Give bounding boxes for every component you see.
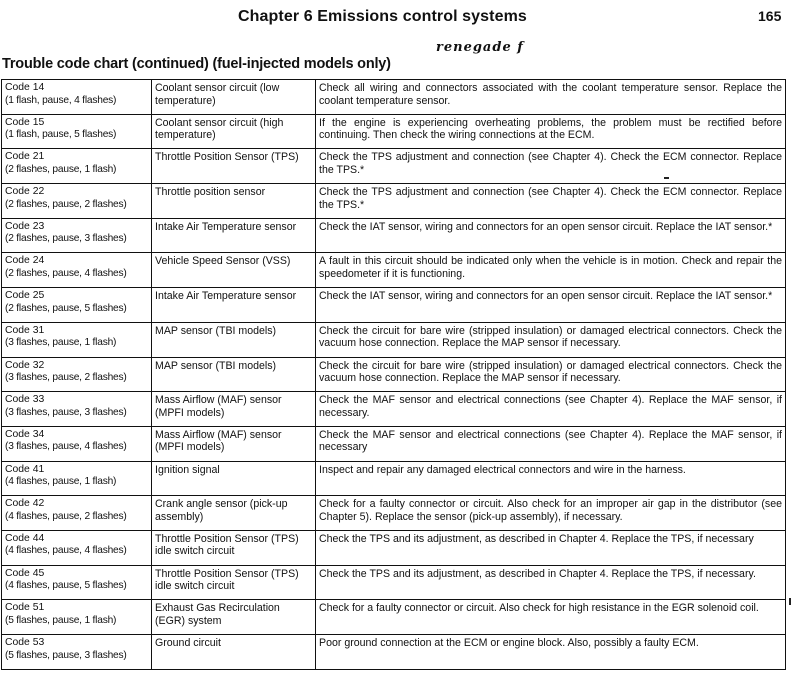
table-title: Trouble code chart (continued) (fuel-injected models only) xyxy=(2,56,391,72)
action-cell: Inspect and repair any damaged electrical connectors and wire in the harness. xyxy=(316,461,786,496)
trouble-code: Code 45 xyxy=(5,567,45,579)
trouble-code: Code 22 xyxy=(5,186,45,198)
code-cell xyxy=(2,635,152,670)
action-cell: Check the TPS adjustment and connection (see Chapter 4). Check the ECM connector. Replace the TPS.* xyxy=(316,149,786,184)
trouble-code: Code 44 xyxy=(5,532,45,544)
flash-pattern: (2 flashes, pause, 3 flashes) xyxy=(5,233,127,245)
trouble-code: Code 42 xyxy=(5,498,45,510)
code-cell xyxy=(2,357,152,392)
flash-pattern: (1 flash, pause, 4 flashes) xyxy=(5,94,117,106)
system-cell: Intake Air Temperature sensor xyxy=(152,288,316,323)
system-cell: MAP sensor (TBI models) xyxy=(152,357,316,392)
code-cell xyxy=(2,600,152,635)
code-cell xyxy=(2,496,152,531)
code-cell xyxy=(2,149,152,184)
flash-pattern: (2 flashes, pause, 1 flash) xyxy=(5,163,117,175)
action-cell: Check the TPS adjustment and connection (see Chapter 4). Check the ECM connector. Replace the TPS.* xyxy=(316,184,786,219)
table-row xyxy=(2,600,786,635)
code-cell xyxy=(2,218,152,253)
system-cell: Mass Airflow (MAF) sensor (MPFI models) xyxy=(152,392,316,427)
flash-pattern: (3 flashes, pause, 3 flashes) xyxy=(5,406,127,418)
trouble-code: Code 24 xyxy=(5,255,45,267)
table-row xyxy=(2,392,786,427)
table-row xyxy=(2,114,786,149)
table-row xyxy=(2,461,786,496)
flash-pattern: (2 flashes, pause, 2 flashes) xyxy=(5,198,127,210)
code-cell xyxy=(2,114,152,149)
trouble-code: Code 51 xyxy=(5,602,45,614)
system-cell: Coolant sensor circuit (low temperature) xyxy=(152,80,316,115)
system-cell: Crank angle sensor (pick-up assembly) xyxy=(152,496,316,531)
system-cell: Vehicle Speed Sensor (VSS) xyxy=(152,253,316,288)
flash-pattern: (5 flashes, pause, 1 flash) xyxy=(5,614,117,626)
code-cell xyxy=(2,426,152,461)
code-cell xyxy=(2,322,152,357)
trouble-code-rows xyxy=(2,80,786,670)
stray-mark xyxy=(664,177,669,179)
table-row xyxy=(2,496,786,531)
table-row xyxy=(2,530,786,565)
page-number: 165 xyxy=(758,8,782,24)
table-row xyxy=(2,322,786,357)
table-row xyxy=(2,184,786,219)
trouble-code: Code 25 xyxy=(5,290,45,302)
trouble-code: Code 31 xyxy=(5,324,45,336)
trouble-code-table xyxy=(1,79,786,670)
system-cell: Intake Air Temperature sensor xyxy=(152,218,316,253)
flash-pattern: (2 flashes, pause, 5 flashes) xyxy=(5,302,127,314)
code-cell xyxy=(2,288,152,323)
system-cell: Throttle Position Sensor (TPS) idle switch circuit xyxy=(152,530,316,565)
system-cell: Mass Airflow (MAF) sensor (MPFI models) xyxy=(152,426,316,461)
trouble-code: Code 32 xyxy=(5,359,45,371)
flash-pattern: (4 flashes, pause, 1 flash) xyxy=(5,476,117,488)
system-cell: Ignition signal xyxy=(152,461,316,496)
system-cell: Ground circuit xyxy=(152,635,316,670)
system-cell: MAP sensor (TBI models) xyxy=(152,322,316,357)
system-cell: Throttle Position Sensor (TPS) xyxy=(152,149,316,184)
trouble-code: Code 23 xyxy=(5,220,45,232)
flash-pattern: (3 flashes, pause, 1 flash) xyxy=(5,337,117,349)
flash-pattern: (3 flashes, pause, 4 flashes) xyxy=(5,441,127,453)
trouble-code: Code 21 xyxy=(5,151,45,163)
action-cell: A fault in this circuit should be indicated only when the vehicle is in motion. Check and repair the speedometer if it is functioning. xyxy=(316,253,786,288)
table-row xyxy=(2,218,786,253)
flash-pattern: (4 flashes, pause, 4 flashes) xyxy=(5,545,127,557)
action-cell: Poor ground connection at the ECM or engine block. Also, possibly a faulty ECM. xyxy=(316,635,786,670)
action-cell: Check the MAF sensor and electrical connections (see Chapter 4). Replace the MAF sensor, if necessary xyxy=(316,426,786,461)
trouble-code: Code 34 xyxy=(5,428,45,440)
code-cell xyxy=(2,392,152,427)
code-cell xyxy=(2,253,152,288)
system-cell: Coolant sensor circuit (high temperature) xyxy=(152,114,316,149)
page-header xyxy=(0,8,800,30)
code-cell xyxy=(2,184,152,219)
flash-pattern: (4 flashes, pause, 2 flashes) xyxy=(5,510,127,522)
table-row xyxy=(2,80,786,115)
flash-pattern: (4 flashes, pause, 5 flashes) xyxy=(5,580,127,592)
action-cell: If the engine is experiencing overheating problems, the problem must be rectified before continuing. Then check the wiring connections at the ECM. xyxy=(316,114,786,149)
system-cell: Exhaust Gas Recirculation (EGR) system xyxy=(152,600,316,635)
action-cell: Check the IAT sensor, wiring and connectors for an open sensor circuit. Replace the IAT sensor.* xyxy=(316,288,786,323)
code-cell xyxy=(2,461,152,496)
code-cell xyxy=(2,565,152,600)
action-cell: Check the MAF sensor and electrical connections (see Chapter 4). Replace the MAF sensor, if necessary. xyxy=(316,392,786,427)
flash-pattern: (2 flashes, pause, 4 flashes) xyxy=(5,267,127,279)
trouble-code: Code 41 xyxy=(5,463,45,475)
trouble-code: Code 14 xyxy=(5,82,45,93)
table-row xyxy=(2,426,786,461)
trouble-code: Code 15 xyxy=(5,116,45,128)
table-row xyxy=(2,288,786,323)
table-row xyxy=(2,253,786,288)
table-row xyxy=(2,357,786,392)
flash-pattern: (3 flashes, pause, 2 flashes) xyxy=(5,372,127,383)
code-cell xyxy=(2,530,152,565)
action-cell: Check the circuit for bare wire (stripped insulation) or damaged electrical connectors. Check the vacuum hose connection. Replace the MAP sensor if necessary. xyxy=(316,357,786,392)
table-row xyxy=(2,635,786,670)
trouble-code: Code 33 xyxy=(5,394,45,406)
action-cell: Check for a faulty connector or circuit. Also check for high resistance in the EGR solenoid coil. xyxy=(316,600,786,635)
trouble-code: Code 53 xyxy=(5,637,45,648)
watermark: renegade f xyxy=(436,40,524,55)
stray-mark xyxy=(789,598,791,605)
action-cell: Check the IAT sensor, wiring and connectors for an open sensor circuit. Replace the IAT sensor.* xyxy=(316,218,786,253)
action-cell: Check the TPS and its adjustment, as described in Chapter 4. Replace the TPS, if necessary. xyxy=(316,565,786,600)
action-cell: Check for a faulty connector or circuit. Also check for an improper air gap in the distributor (see Chapter 5). Replace the sensor (pick-up assembly), if necessary. xyxy=(316,496,786,531)
action-cell: Check all wiring and connectors associated with the coolant temperature sensor. Replace the coolant temperature sensor. xyxy=(316,80,786,115)
chapter-title: Chapter 6 Emissions control systems xyxy=(238,8,527,25)
flash-pattern: (5 flashes, pause, 3 flashes) xyxy=(5,649,127,661)
system-cell: Throttle Position Sensor (TPS) idle switch circuit xyxy=(152,565,316,600)
code-cell xyxy=(2,80,152,115)
system-cell: Throttle position sensor xyxy=(152,184,316,219)
table-row xyxy=(2,565,786,600)
action-cell: Check the circuit for bare wire (stripped insulation) or damaged electrical connectors. Check the vacuum hose connection. Replace the MAP sensor if necessary. xyxy=(316,322,786,357)
action-cell: Check the TPS and its adjustment, as described in Chapter 4. Replace the TPS, if necessary xyxy=(316,530,786,565)
flash-pattern: (1 flash, pause, 5 flashes) xyxy=(5,129,117,141)
